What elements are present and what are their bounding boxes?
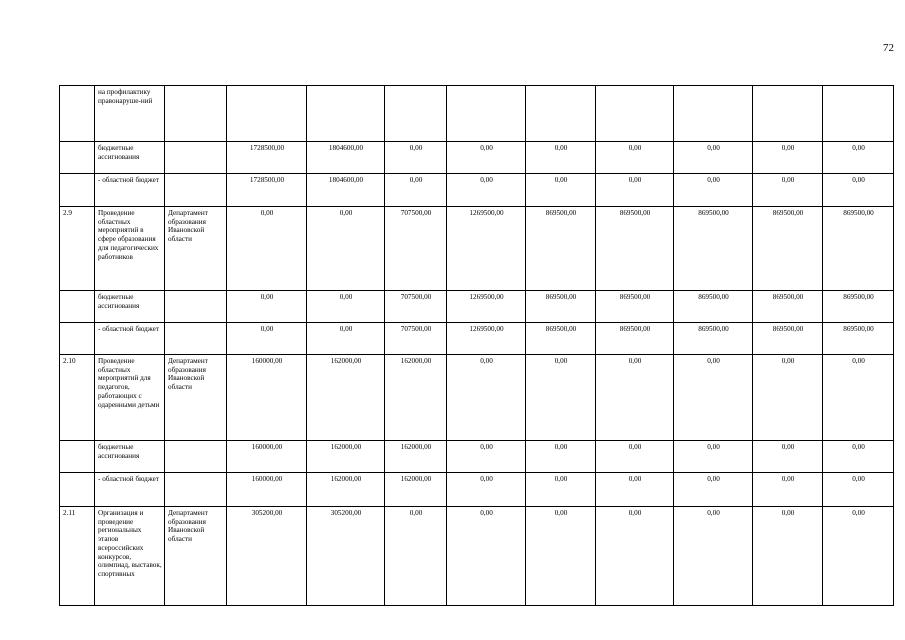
amount-cell: 869500,00 — [674, 207, 753, 291]
amount-cell: 869500,00 — [526, 291, 596, 323]
amount-cell: 0,00 — [596, 507, 674, 606]
executor-cell: Департамент образования Ивановской области — [165, 507, 227, 606]
amount-cell: 0,00 — [227, 291, 307, 323]
amount-cell — [753, 86, 823, 142]
amount-cell: 0,00 — [526, 473, 596, 507]
amount-cell: 707500,00 — [385, 207, 447, 291]
amount-cell: 0,00 — [823, 174, 894, 207]
table-row — [60, 355, 894, 441]
activity-name-cell: - областной бюджет — [95, 473, 165, 507]
amount-cell: 0,00 — [307, 207, 385, 291]
amount-cell: 0,00 — [447, 441, 526, 473]
amount-cell — [674, 86, 753, 142]
amount-cell: 0,00 — [385, 142, 447, 174]
amount-cell: 162000,00 — [307, 355, 385, 441]
table-row — [60, 291, 894, 323]
amount-cell: 0,00 — [753, 441, 823, 473]
amount-cell: 160000,00 — [227, 473, 307, 507]
amount-cell: 1269500,00 — [447, 291, 526, 323]
amount-cell: 1728500,00 — [227, 142, 307, 174]
row-index-cell — [60, 441, 95, 473]
table-row — [60, 323, 894, 355]
amount-cell: 869500,00 — [823, 207, 894, 291]
amount-cell: 0,00 — [526, 174, 596, 207]
amount-cell: 1269500,00 — [447, 323, 526, 355]
amount-cell — [823, 86, 894, 142]
amount-cell: 869500,00 — [596, 207, 674, 291]
activity-name-cell: Проведение областных мероприятий для педагогов, работающих с одаренными детьми — [95, 355, 165, 441]
amount-cell — [307, 86, 385, 142]
row-index-cell — [60, 473, 95, 507]
amount-cell: 0,00 — [674, 507, 753, 606]
amount-cell: 162000,00 — [385, 355, 447, 441]
amount-cell: 0,00 — [823, 355, 894, 441]
executor-cell — [165, 291, 227, 323]
activity-name-cell: - областной бюджет — [95, 323, 165, 355]
amount-cell: 707500,00 — [385, 323, 447, 355]
amount-cell: 162000,00 — [307, 441, 385, 473]
amount-cell: 162000,00 — [385, 441, 447, 473]
amount-cell: 305200,00 — [307, 507, 385, 606]
amount-cell: 0,00 — [596, 355, 674, 441]
amount-cell: 0,00 — [526, 441, 596, 473]
amount-cell: 0,00 — [753, 507, 823, 606]
amount-cell: 707500,00 — [385, 291, 447, 323]
table-row — [60, 441, 894, 473]
executor-cell — [165, 142, 227, 174]
amount-cell: 869500,00 — [526, 323, 596, 355]
amount-cell: 0,00 — [823, 473, 894, 507]
amount-cell: 0,00 — [227, 207, 307, 291]
amount-cell: 0,00 — [674, 174, 753, 207]
amount-cell: 869500,00 — [526, 207, 596, 291]
row-index-cell — [60, 323, 95, 355]
amount-cell — [385, 86, 447, 142]
amount-cell: 0,00 — [674, 355, 753, 441]
row-index-cell: 2.10 — [60, 355, 95, 441]
executor-cell — [165, 323, 227, 355]
table-row — [60, 507, 894, 606]
amount-cell — [227, 86, 307, 142]
table-row — [60, 207, 894, 291]
amount-cell: 0,00 — [596, 174, 674, 207]
row-index-cell: 2.9 — [60, 207, 95, 291]
amount-cell: 0,00 — [447, 473, 526, 507]
executor-cell — [165, 86, 227, 142]
row-index-cell — [60, 291, 95, 323]
amount-cell: 160000,00 — [227, 355, 307, 441]
amount-cell: 869500,00 — [823, 291, 894, 323]
amount-cell: 162000,00 — [385, 473, 447, 507]
amount-cell: 0,00 — [307, 323, 385, 355]
amount-cell: 0,00 — [596, 441, 674, 473]
activity-name-cell: бюджетные ассигнования — [95, 441, 165, 473]
activity-name-cell: бюджетные ассигнования — [95, 291, 165, 323]
amount-cell: 869500,00 — [753, 207, 823, 291]
amount-cell: 869500,00 — [753, 323, 823, 355]
budget-table — [59, 85, 894, 606]
amount-cell: 160000,00 — [227, 441, 307, 473]
executor-cell: Департамент образования Ивановской области — [165, 207, 227, 291]
amount-cell: 0,00 — [674, 142, 753, 174]
amount-cell: 0,00 — [823, 142, 894, 174]
amount-cell: 0,00 — [596, 473, 674, 507]
table-row — [60, 473, 894, 507]
amount-cell: 0,00 — [447, 355, 526, 441]
amount-cell: 0,00 — [753, 174, 823, 207]
activity-name-cell: - областной бюджет — [95, 174, 165, 207]
amount-cell: 0,00 — [385, 174, 447, 207]
amount-cell: 0,00 — [447, 174, 526, 207]
executor-cell: Департамент образования Ивановской области — [165, 355, 227, 441]
activity-name-cell: Проведение областных мероприятий в сфере образования для педагогических работников — [95, 207, 165, 291]
amount-cell: 162000,00 — [307, 473, 385, 507]
activity-name-cell: Организация и проведение региональных этапов всероссийских конкурсов, олимпиад, выставок, спортивных — [95, 507, 165, 606]
amount-cell: 869500,00 — [823, 323, 894, 355]
amount-cell: 0,00 — [227, 323, 307, 355]
amount-cell: 0,00 — [823, 507, 894, 606]
amount-cell: 0,00 — [447, 507, 526, 606]
page-number: 72 — [883, 42, 894, 54]
amount-cell: 0,00 — [526, 507, 596, 606]
table-row — [60, 174, 894, 207]
amount-cell: 0,00 — [385, 507, 447, 606]
amount-cell: 869500,00 — [753, 291, 823, 323]
amount-cell: 0,00 — [753, 355, 823, 441]
amount-cell: 869500,00 — [674, 291, 753, 323]
amount-cell: 0,00 — [753, 142, 823, 174]
amount-cell: 0,00 — [596, 142, 674, 174]
row-index-cell — [60, 174, 95, 207]
amount-cell: 1804600,00 — [307, 174, 385, 207]
amount-cell — [526, 86, 596, 142]
amount-cell — [447, 86, 526, 142]
amount-cell: 1269500,00 — [447, 207, 526, 291]
amount-cell: 1728500,00 — [227, 174, 307, 207]
row-index-cell — [60, 142, 95, 174]
amount-cell: 0,00 — [307, 291, 385, 323]
amount-cell — [596, 86, 674, 142]
table-row — [60, 86, 894, 142]
row-index-cell — [60, 86, 95, 142]
row-index-cell: 2.11 — [60, 507, 95, 606]
activity-name-cell: бюджетные ассигнования — [95, 142, 165, 174]
amount-cell: 0,00 — [674, 441, 753, 473]
amount-cell: 305200,00 — [227, 507, 307, 606]
executor-cell — [165, 473, 227, 507]
amount-cell: 869500,00 — [596, 291, 674, 323]
amount-cell: 869500,00 — [596, 323, 674, 355]
amount-cell: 0,00 — [447, 142, 526, 174]
table-row — [60, 142, 894, 174]
activity-name-cell: на профилактику правонаруше-ний — [95, 86, 165, 142]
executor-cell — [165, 441, 227, 473]
amount-cell: 0,00 — [526, 142, 596, 174]
amount-cell: 0,00 — [526, 355, 596, 441]
amount-cell: 0,00 — [753, 473, 823, 507]
amount-cell: 869500,00 — [674, 323, 753, 355]
amount-cell: 0,00 — [674, 473, 753, 507]
amount-cell: 0,00 — [823, 441, 894, 473]
amount-cell: 1804600,00 — [307, 142, 385, 174]
executor-cell — [165, 174, 227, 207]
